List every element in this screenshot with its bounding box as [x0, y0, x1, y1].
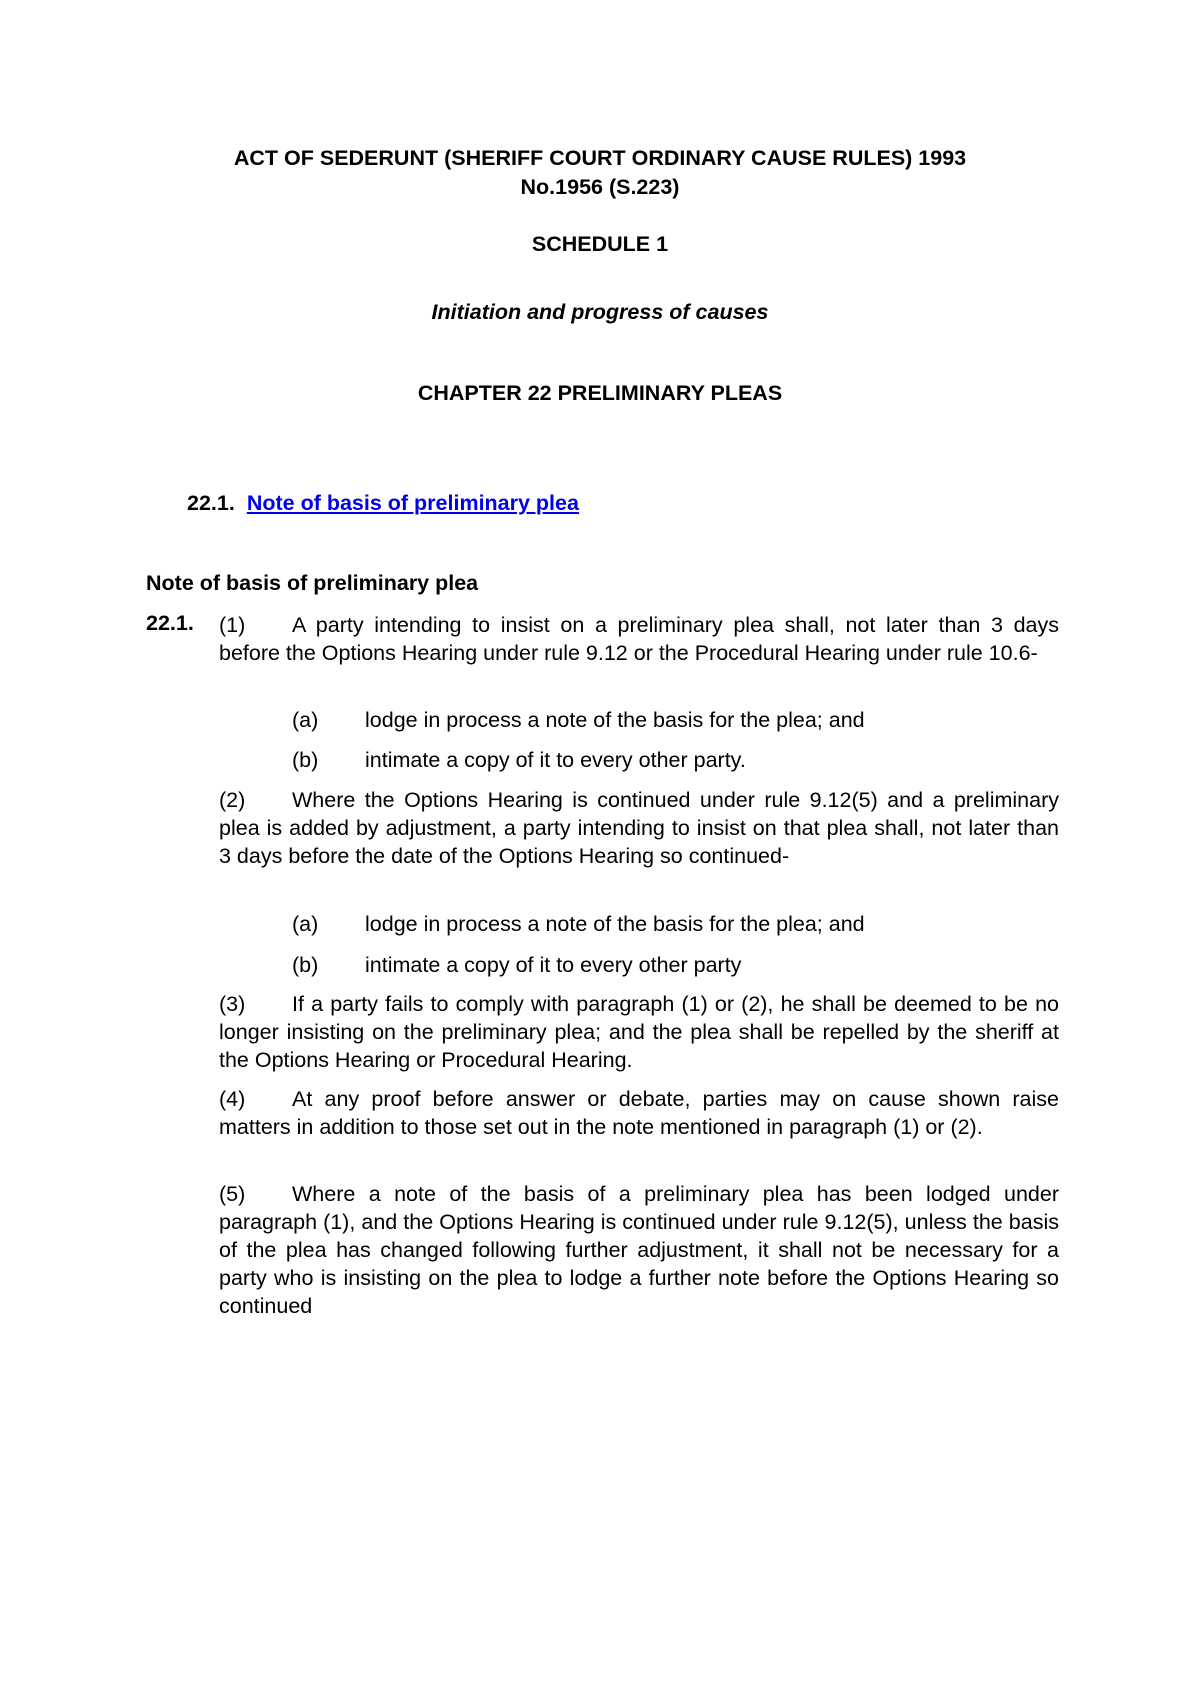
paragraph-2	[219, 786, 1059, 870]
subparagraph-letter: (a)	[292, 912, 319, 936]
document-title: ACT OF SEDERUNT (SHERIFF COURT ORDINARY CAUSE RULES) 1993	[233, 146, 967, 170]
toc-number: 22.1.	[187, 491, 235, 515]
section-heading: Note of basis of preliminary plea	[146, 571, 479, 595]
paragraph-text: A party intending to insist on a preliminary plea shall, not later than 3 days before the Options Hearing under rule 9.12 or the Procedural Hearing under rule 10.6-	[219, 613, 1059, 665]
paragraph-text: If a party fails to comply with paragraph (1) or (2), he shall be deemed to be no longer insisting on the preliminary plea; and the plea shall be repelled by the sheriff at the Options Hearing or Procedural Hearing.	[219, 992, 1059, 1072]
subparagraph-2a	[292, 910, 865, 938]
toc-entry	[187, 491, 579, 516]
paragraph-3	[219, 990, 1059, 1074]
schedule-heading: SCHEDULE 1	[531, 232, 669, 256]
subparagraph-letter: (b)	[292, 953, 319, 977]
toc-link[interactable]: Note of basis of preliminary plea	[246, 491, 579, 515]
paragraph-number: (2)	[219, 788, 246, 812]
subparagraph-text: lodge in process a note of the basis for the plea; and	[365, 708, 865, 732]
subparagraph-text: intimate a copy of it to every other party	[365, 953, 742, 977]
subparagraph-1a	[292, 706, 865, 734]
subparagraph-letter: (b)	[292, 748, 319, 772]
paragraph-number: (3)	[219, 992, 246, 1016]
subparagraph-text: intimate a copy of it to every other party.	[365, 748, 746, 772]
paragraph-text: Where a note of the basis of a preliminary plea has been lodged under paragraph (1), and the Options Hearing is continued under rule 9.12(5), unless the basis of the plea has changed following further adjustment, it shall not be necessary for a party who is insisting on the plea to lodge a further note before the Options Hearing so continued	[219, 1182, 1059, 1318]
subparagraph-2b	[292, 951, 741, 979]
paragraph-text: Where the Options Hearing is continued under rule 9.12(5) and a preliminary plea is added by adjustment, a party intending to insist on that plea shall, not later than 3 days before the date of the Options Hearing so continued-	[219, 788, 1059, 868]
statutory-instrument-number: No.1956 (S.223)	[520, 175, 680, 199]
chapter-heading: CHAPTER 22 PRELIMINARY PLEAS	[417, 381, 783, 405]
paragraph-4	[219, 1085, 1059, 1141]
rule-number: 22.1.	[146, 611, 194, 635]
paragraph-1	[219, 611, 1059, 667]
subparagraph-letter: (a)	[292, 708, 319, 732]
paragraph-5	[219, 1180, 1059, 1320]
subparagraph-1b	[292, 746, 746, 774]
paragraph-number: (1)	[219, 613, 246, 637]
schedule-subtitle: Initiation and progress of causes	[431, 300, 769, 324]
paragraph-number: (4)	[219, 1087, 246, 1111]
paragraph-number: (5)	[219, 1182, 246, 1206]
paragraph-text: At any proof before answer or debate, parties may on cause shown raise matters in addition to those set out in the note mentioned in paragraph (1) or (2).	[219, 1087, 1059, 1139]
subparagraph-text: lodge in process a note of the basis for the plea; and	[365, 912, 865, 936]
